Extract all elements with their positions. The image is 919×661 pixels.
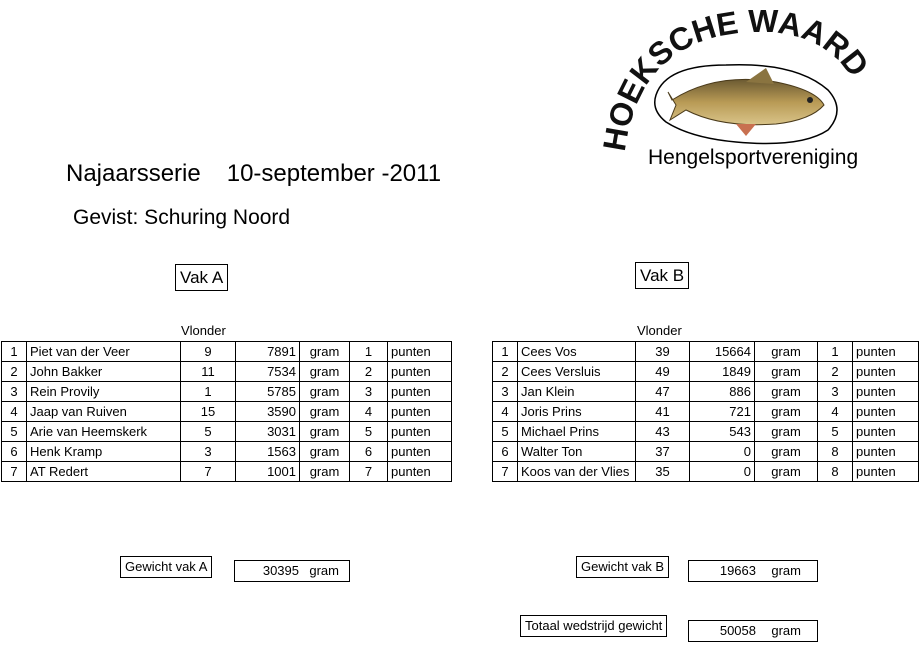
rank: 2 <box>493 362 518 382</box>
rank: 1 <box>2 342 27 362</box>
angler-name: Rein Provily <box>27 382 181 402</box>
points-value: 4 <box>350 402 388 422</box>
table-row <box>493 422 919 442</box>
angler-name: John Bakker <box>27 362 181 382</box>
points-value: 5 <box>818 422 853 442</box>
section-a-label: Vak A <box>175 264 228 291</box>
vlonder-number: 7 <box>181 462 236 482</box>
rank: 6 <box>493 442 518 462</box>
rank: 7 <box>2 462 27 482</box>
table-row <box>2 422 452 442</box>
points-value: 8 <box>818 462 853 482</box>
weight-unit: gram <box>300 362 350 382</box>
points-label: punten <box>853 362 919 382</box>
weight-value: 3031 <box>236 422 300 442</box>
vlonder-number: 41 <box>636 402 690 422</box>
weight-unit: gram <box>755 342 818 362</box>
results-table-b <box>492 341 919 482</box>
weight-unit: gram <box>300 442 350 462</box>
angler-name: Koos van der Vlies <box>518 462 636 482</box>
points-label: punten <box>853 342 919 362</box>
section-b-column-header: Vlonder <box>637 323 682 338</box>
vlonder-number: 11 <box>181 362 236 382</box>
angler-name: Piet van der Veer <box>27 342 181 362</box>
points-value: 1 <box>350 342 388 362</box>
angler-name: Henk Kramp <box>27 442 181 462</box>
points-value: 5 <box>350 422 388 442</box>
rank: 1 <box>493 342 518 362</box>
weight-value: 721 <box>690 402 755 422</box>
weight-unit: gram <box>755 382 818 402</box>
points-label: punten <box>388 442 452 462</box>
angler-name: Walter Ton <box>518 442 636 462</box>
table-row <box>2 362 452 382</box>
total-b-label: Gewicht vak B <box>576 556 669 578</box>
section-a-column-header: Vlonder <box>181 323 226 338</box>
page-title <box>66 160 441 188</box>
weight-value: 5785 <box>236 382 300 402</box>
points-label: punten <box>853 462 919 482</box>
results-table-a <box>1 341 452 482</box>
points-value: 1 <box>818 342 853 362</box>
weight-value: 15664 <box>690 342 755 362</box>
total-b-value: 19663 <box>719 563 756 578</box>
rank: 3 <box>493 382 518 402</box>
weight-value: 886 <box>690 382 755 402</box>
rank: 2 <box>2 362 27 382</box>
weight-unit: gram <box>755 402 818 422</box>
vlonder-number: 5 <box>181 422 236 442</box>
weight-value: 7891 <box>236 342 300 362</box>
vlonder-number: 3 <box>181 442 236 462</box>
grand-total-label: Totaal wedstrijd gewicht <box>520 615 667 637</box>
angler-name: Cees Vos <box>518 342 636 362</box>
points-label: punten <box>853 422 919 442</box>
points-label: punten <box>388 422 452 442</box>
rank: 5 <box>2 422 27 442</box>
rank: 3 <box>2 382 27 402</box>
angler-name: Jan Klein <box>518 382 636 402</box>
grand-total-value: 50058 <box>719 623 756 638</box>
rank: 4 <box>2 402 27 422</box>
vlonder-number: 35 <box>636 462 690 482</box>
points-label: punten <box>853 442 919 462</box>
angler-name: Arie van Heemskerk <box>27 422 181 442</box>
section-b-label: Vak B <box>635 262 689 289</box>
grand-total-unit: gram <box>771 623 801 638</box>
angler-name: Joris Prins <box>518 402 636 422</box>
vlonder-number: 37 <box>636 442 690 462</box>
table-row <box>2 382 452 402</box>
weight-unit: gram <box>300 462 350 482</box>
points-label: punten <box>853 382 919 402</box>
table-row <box>2 342 452 362</box>
total-a-unit: gram <box>309 563 339 578</box>
points-value: 2 <box>818 362 853 382</box>
weight-value: 7534 <box>236 362 300 382</box>
rank: 4 <box>493 402 518 422</box>
weight-unit: gram <box>755 462 818 482</box>
points-value: 3 <box>350 382 388 402</box>
table-row <box>2 402 452 422</box>
table-row <box>493 382 919 402</box>
vlonder-number: 43 <box>636 422 690 442</box>
rank: 5 <box>493 422 518 442</box>
angler-name: Jaap van Ruiven <box>27 402 181 422</box>
points-label: punten <box>853 402 919 422</box>
weight-unit: gram <box>755 362 818 382</box>
total-a-box <box>234 560 350 582</box>
points-value: 4 <box>818 402 853 422</box>
angler-name: AT Redert <box>27 462 181 482</box>
table-row <box>493 342 919 362</box>
total-b-unit: gram <box>771 563 801 578</box>
series-name: Najaarsserie <box>66 160 201 187</box>
rank: 7 <box>493 462 518 482</box>
weight-unit: gram <box>300 342 350 362</box>
total-a-value: 30395 <box>262 563 299 578</box>
club-logo <box>596 10 896 180</box>
angler-name: Cees Versluis <box>518 362 636 382</box>
vlonder-number: 1 <box>181 382 236 402</box>
weight-unit: gram <box>755 442 818 462</box>
vlonder-number: 9 <box>181 342 236 362</box>
rank: 6 <box>2 442 27 462</box>
weight-unit: gram <box>300 422 350 442</box>
weight-unit: gram <box>300 382 350 402</box>
weight-value: 3590 <box>236 402 300 422</box>
weight-value: 1001 <box>236 462 300 482</box>
grand-total-box <box>688 620 818 642</box>
points-value: 6 <box>350 442 388 462</box>
table-row <box>493 402 919 422</box>
weight-value: 1563 <box>236 442 300 462</box>
points-value: 7 <box>350 462 388 482</box>
fishing-location: Gevist: Schuring Noord <box>73 206 291 229</box>
table-row <box>493 442 919 462</box>
vlonder-number: 49 <box>636 362 690 382</box>
total-a-label: Gewicht vak A <box>120 556 212 578</box>
points-value: 2 <box>350 362 388 382</box>
points-label: punten <box>388 402 452 422</box>
points-value: 3 <box>818 382 853 402</box>
total-b-box <box>688 560 818 582</box>
table-row <box>2 442 452 462</box>
weight-unit: gram <box>755 422 818 442</box>
weight-value: 1849 <box>690 362 755 382</box>
points-label: punten <box>388 362 452 382</box>
points-value: 8 <box>818 442 853 462</box>
logo-arc-text: HOEKSCHE WAARD <box>596 10 877 154</box>
table-row <box>493 462 919 482</box>
weight-value: 0 <box>690 442 755 462</box>
weight-value: 543 <box>690 422 755 442</box>
vlonder-number: 39 <box>636 342 690 362</box>
table-row <box>2 462 452 482</box>
points-label: punten <box>388 342 452 362</box>
points-label: punten <box>388 462 452 482</box>
weight-value: 0 <box>690 462 755 482</box>
vlonder-number: 47 <box>636 382 690 402</box>
event-date: 10-september -2011 <box>226 160 442 187</box>
weight-unit: gram <box>300 402 350 422</box>
vlonder-number: 15 <box>181 402 236 422</box>
logo-subtitle: Hengelsportvereniging <box>648 146 859 169</box>
table-row <box>493 362 919 382</box>
angler-name: Michael Prins <box>518 422 636 442</box>
points-label: punten <box>388 382 452 402</box>
